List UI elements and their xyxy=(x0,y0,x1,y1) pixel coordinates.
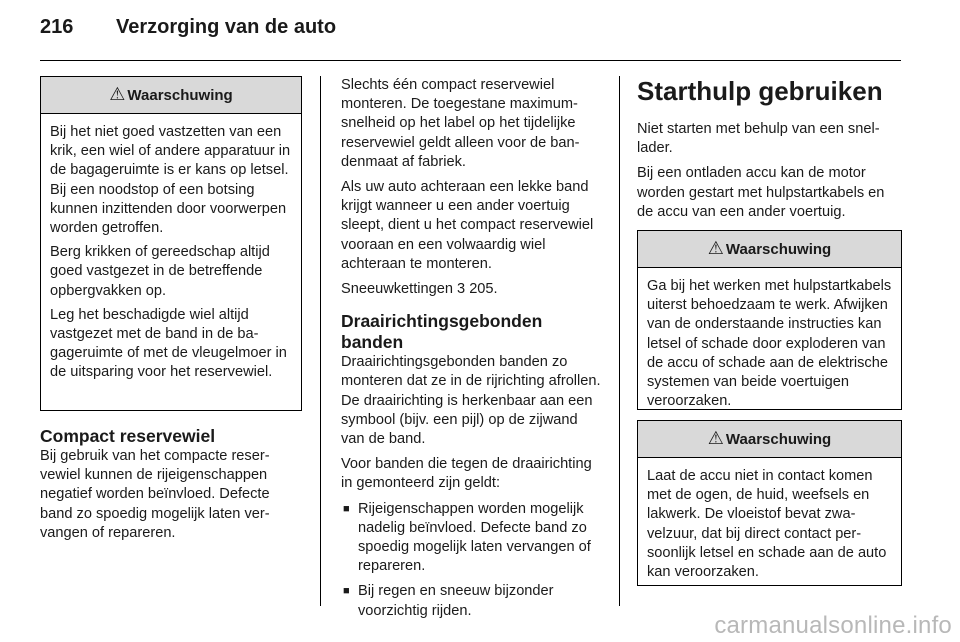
warning-box xyxy=(637,230,902,410)
paragraph: Als uw auto achteraan een lekke band krijgt wanneer u een ander voertuig sleept, dient u het compact reservewiel vooraan en een volwaardig wiel achteraan te monteren. xyxy=(341,179,594,272)
column-divider xyxy=(320,76,321,606)
paragraph: Voor banden die tegen de draairichting in gemonteerd zijn geldt: xyxy=(341,456,592,492)
paragraph: Slechts één compact reservewiel monteren. De toegestane maximumsnelheid op het label op het tijdelijke reservewiel geldt alleen voor de bandenmaat af fabriek. xyxy=(341,77,580,170)
column-divider xyxy=(619,76,620,606)
warning-paragraph: Laat de accu niet in contact komen met de ogen, de huid, weefsels en lakwerk. De vloeistof bevat zwavelzuur, dat bij direct contact persoonlijk letsel en schade aan de auto kan veroorzaken. xyxy=(647,468,887,581)
column-2 xyxy=(341,76,604,627)
warning-title: Waarschuwing xyxy=(725,430,832,448)
warning-triangle-icon: ⚠ xyxy=(109,83,126,104)
warning-body xyxy=(638,458,901,589)
paragraph: Draairichtingsgebonden banden zo monteren dat ze in de rijrichting afrollen. De draairichting is herkenbaar aan een symbool (bijv. een pijl) op de zijwand van de band. xyxy=(341,354,601,448)
snow-chains-reference: Sneeuwkettingen 3 205. xyxy=(341,281,498,298)
warning-box xyxy=(637,420,902,586)
warning-paragraph: Leg het beschadigde wiel altijd vastgezet met de band in de bagageruimte of met de vleugelmoer in de uitsparing voor het reservewiel. xyxy=(50,306,287,381)
header-divider xyxy=(40,60,901,61)
warning-header xyxy=(41,77,301,114)
column-3 xyxy=(637,76,902,586)
page-number: 216 xyxy=(40,16,74,38)
bullet-square-icon: ■ xyxy=(343,502,350,515)
warning-header xyxy=(638,421,901,458)
page-title: Verzorging van de auto xyxy=(116,16,337,38)
watermark: carmanualsonline.info xyxy=(714,612,952,639)
warning-paragraph: Bij het niet goed vastzetten van een krik, een wiel of andere apparatuur in de bagageruimte is er kans op letsel. Bij een noodstop of een botsing kunnen inzittenden door voorwerpen worden getroffen. xyxy=(50,124,291,237)
directional-tyres-heading: Draairichtingsgebonden banden xyxy=(341,311,543,353)
compact-spare-text: Bij gebruik van het compacte reservewiel kunnen de rijeigenschappen negatief worden beïnvloed. Defecte band zo spoedig mogelijk laten vervangen of repareren. xyxy=(40,448,270,541)
warning-paragraph: Berg krikken of gereedschap altijd goed vastgezet in de betreffende opbergvakken op. xyxy=(50,244,270,299)
warning-title: Waarschuwing xyxy=(127,86,233,104)
bullet-square-icon: ■ xyxy=(343,585,350,598)
compact-spare-heading: Compact reservewiel xyxy=(40,426,216,446)
warning-box xyxy=(40,76,302,411)
warning-title: Waarschuwing xyxy=(725,240,832,258)
list-item: ■ Rijeigenschappen worden mogelijk nadelig beïnvloed. Defecte band zo spoedig mogelijk laten vervangen of repareren. xyxy=(343,500,591,575)
warning-header xyxy=(638,231,901,268)
column-1 xyxy=(40,76,302,549)
warning-triangle-icon: ⚠ xyxy=(707,427,724,448)
warning-paragraph: Ga bij het werken met hulpstartkabels uiterst behoedzaam te werk. Afwijken van de onderstaande instructies kan letsel of schade door exploderen van de accu of schade aan de elektrische systemen van beide voertuigen veroorzaken. xyxy=(647,278,892,410)
bullet-list xyxy=(341,500,604,621)
list-item: ■ Bij regen en sneeuw bijzonder voorzichtig rijden. xyxy=(343,583,554,619)
paragraph: Niet starten met behulp van een snellader. xyxy=(637,121,880,157)
warning-body xyxy=(638,268,901,418)
jump-start-heading: Starthulp gebruiken xyxy=(637,76,883,106)
paragraph: Bij een ontladen accu kan de motor worden gestart met hulpstartkabels en de accu van een ander voertuig. xyxy=(637,165,885,220)
warning-triangle-icon: ⚠ xyxy=(707,237,724,258)
warning-body xyxy=(41,114,301,390)
